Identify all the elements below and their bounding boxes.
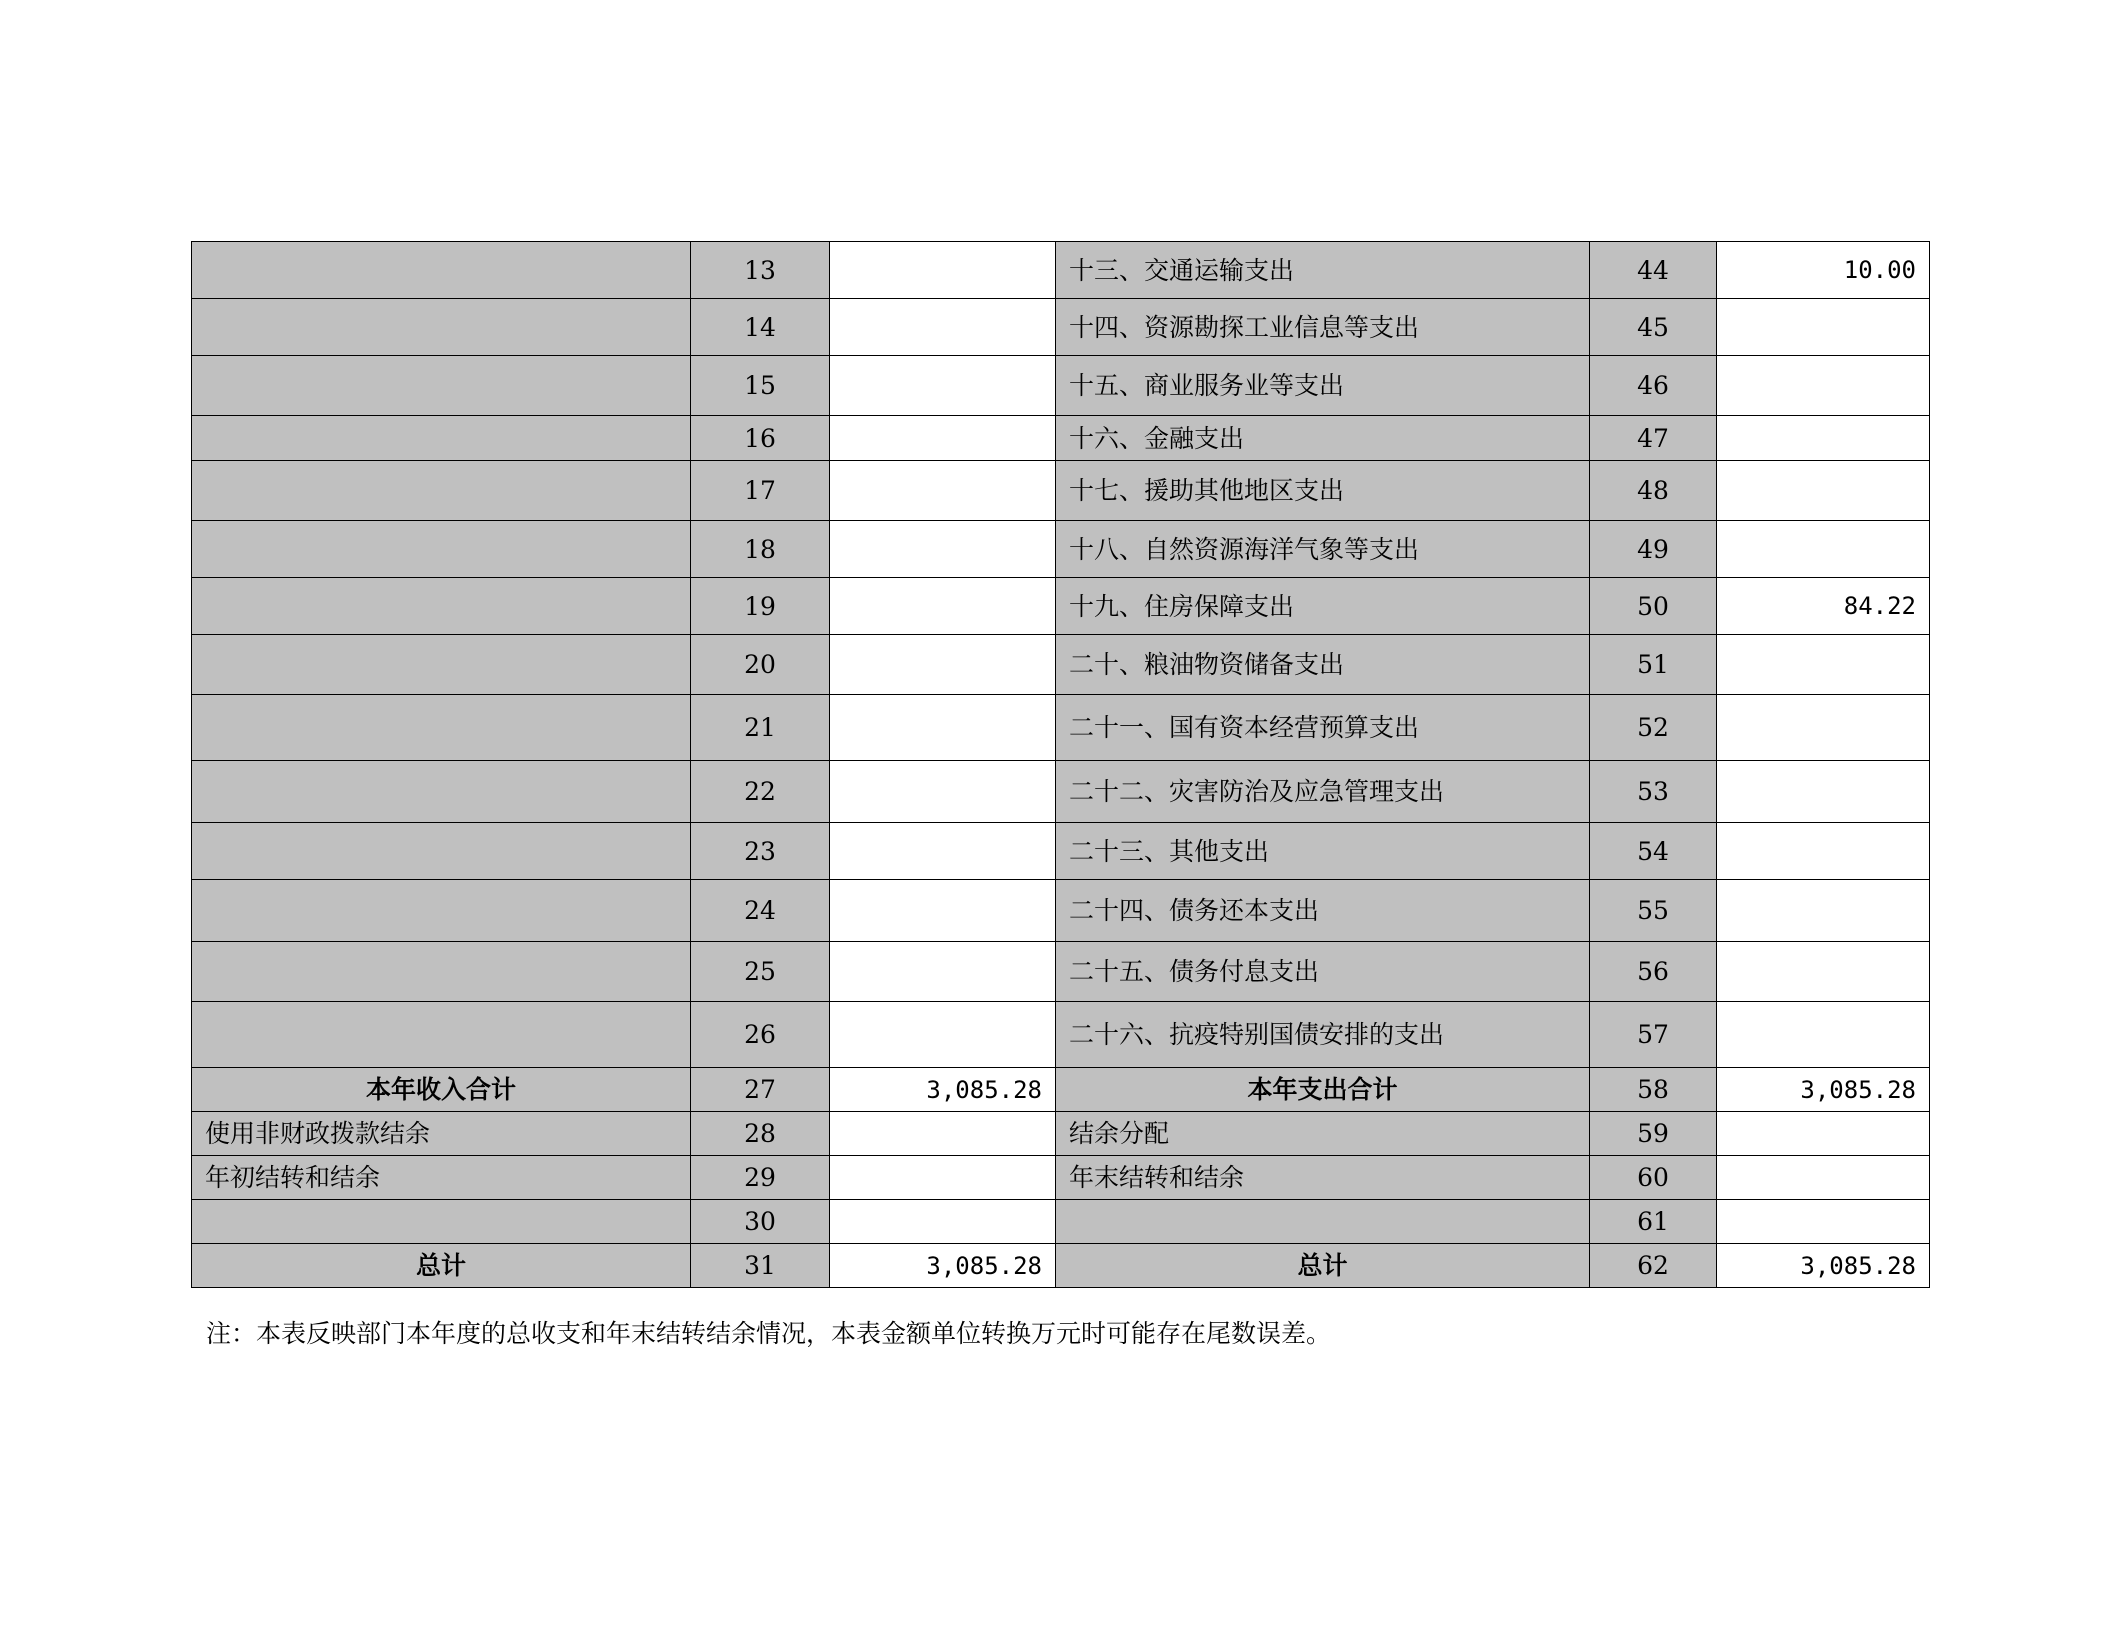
income-line-number: 17	[691, 461, 830, 521]
expense-item-label: 二十六、抗疫特别国债安排的支出	[1056, 1002, 1590, 1068]
expense-total-amount: 3,085.28	[1717, 1068, 1930, 1112]
grand-total-expense-amount: 3,085.28	[1717, 1244, 1930, 1288]
income-item-cell	[192, 823, 691, 880]
grand-total-income-label: 总计	[192, 1244, 691, 1288]
table-row	[192, 416, 1930, 461]
expense-line-number: 60	[1590, 1156, 1717, 1200]
expense-item-label: 十六、金融支出	[1056, 416, 1590, 461]
income-item-cell	[192, 695, 691, 761]
expense-line-number: 56	[1590, 942, 1717, 1002]
income-line-number: 13	[691, 242, 830, 299]
income-amount	[830, 880, 1056, 942]
expense-total-line-number: 58	[1590, 1068, 1717, 1112]
table-row	[192, 942, 1930, 1002]
expense-line-number: 45	[1590, 299, 1717, 356]
expense-amount	[1717, 635, 1930, 695]
expense-item-label: 十三、交通运输支出	[1056, 242, 1590, 299]
expense-amount: 10.00	[1717, 242, 1930, 299]
income-amount	[830, 1002, 1056, 1068]
table-row	[192, 356, 1930, 416]
income-item-cell	[192, 761, 691, 823]
expense-line-number: 51	[1590, 635, 1717, 695]
income-amount	[830, 521, 1056, 578]
expense-item-label: 二十四、债务还本支出	[1056, 880, 1590, 942]
footnote: 注：本表反映部门本年度的总收支和年末结转结余情况，本表金额单位转换万元时可能存在尾数误差。	[206, 1319, 1332, 1348]
income-line-number: 26	[691, 1002, 830, 1068]
expense-item-label: 二十五、债务付息支出	[1056, 942, 1590, 1002]
table-row	[192, 1200, 1930, 1244]
expense-amount	[1717, 1112, 1930, 1156]
income-amount	[830, 242, 1056, 299]
expense-item-label: 十四、资源勘探工业信息等支出	[1056, 299, 1590, 356]
expense-amount	[1717, 823, 1930, 880]
expense-line-number: 47	[1590, 416, 1717, 461]
expense-amount	[1717, 1200, 1930, 1244]
income-item-cell	[192, 578, 691, 635]
expense-item-label: 十九、住房保障支出	[1056, 578, 1590, 635]
income-amount	[830, 1112, 1056, 1156]
table-row	[192, 1068, 1930, 1112]
income-item-cell	[192, 635, 691, 695]
expense-item-label: 二十二、灾害防治及应急管理支出	[1056, 761, 1590, 823]
table-row	[192, 1112, 1930, 1156]
grand-total-expense-line-number: 62	[1590, 1244, 1717, 1288]
income-line-number: 24	[691, 880, 830, 942]
income-amount	[830, 761, 1056, 823]
expense-amount	[1717, 461, 1930, 521]
income-item-cell	[192, 942, 691, 1002]
grand-total-expense-label: 总计	[1056, 1244, 1590, 1288]
income-item-cell	[192, 880, 691, 942]
income-item-label: 使用非财政拨款结余	[192, 1112, 691, 1156]
expense-amount	[1717, 1002, 1930, 1068]
expense-line-number: 57	[1590, 1002, 1717, 1068]
income-amount	[830, 1200, 1056, 1244]
expense-line-number: 59	[1590, 1112, 1717, 1156]
expense-line-number: 55	[1590, 880, 1717, 942]
income-line-number: 23	[691, 823, 830, 880]
expense-item-label	[1056, 1200, 1590, 1244]
grand-total-income-amount: 3,085.28	[830, 1244, 1056, 1288]
income-line-number: 22	[691, 761, 830, 823]
table-row	[192, 695, 1930, 761]
table-row	[192, 635, 1930, 695]
income-item-cell	[192, 1002, 691, 1068]
table-row	[192, 521, 1930, 578]
income-line-number: 29	[691, 1156, 830, 1200]
income-amount	[830, 416, 1056, 461]
table-row	[192, 823, 1930, 880]
table-row	[192, 461, 1930, 521]
expense-amount: 84.22	[1717, 578, 1930, 635]
expense-item-label: 十五、商业服务业等支出	[1056, 356, 1590, 416]
income-item-cell	[192, 521, 691, 578]
table-row	[192, 299, 1930, 356]
income-line-number: 16	[691, 416, 830, 461]
table-row	[192, 880, 1930, 942]
expense-item-label: 结余分配	[1056, 1112, 1590, 1156]
expense-item-label: 二十三、其他支出	[1056, 823, 1590, 880]
expense-item-label: 十七、援助其他地区支出	[1056, 461, 1590, 521]
expense-line-number: 46	[1590, 356, 1717, 416]
income-amount	[830, 578, 1056, 635]
expense-line-number: 49	[1590, 521, 1717, 578]
income-line-number: 20	[691, 635, 830, 695]
income-line-number: 28	[691, 1112, 830, 1156]
expense-amount	[1717, 942, 1930, 1002]
income-item-cell	[192, 242, 691, 299]
expense-item-label: 年末结转和结余	[1056, 1156, 1590, 1200]
income-amount	[830, 299, 1056, 356]
income-amount	[830, 823, 1056, 880]
expense-amount	[1717, 880, 1930, 942]
expense-line-number: 53	[1590, 761, 1717, 823]
income-item-label	[192, 1200, 691, 1244]
expense-line-number: 50	[1590, 578, 1717, 635]
expense-amount	[1717, 695, 1930, 761]
income-line-number: 30	[691, 1200, 830, 1244]
income-item-cell	[192, 356, 691, 416]
expense-line-number: 54	[1590, 823, 1717, 880]
expense-amount	[1717, 521, 1930, 578]
income-item-cell	[192, 299, 691, 356]
table-row	[192, 1002, 1930, 1068]
expense-item-label: 二十一、国有资本经营预算支出	[1056, 695, 1590, 761]
expense-amount	[1717, 299, 1930, 356]
grand-total-income-line-number: 31	[691, 1244, 830, 1288]
income-total-line-number: 27	[691, 1068, 830, 1112]
table-row	[192, 242, 1930, 299]
expense-line-number: 61	[1590, 1200, 1717, 1244]
expense-amount	[1717, 416, 1930, 461]
expense-line-number: 48	[1590, 461, 1717, 521]
income-line-number: 25	[691, 942, 830, 1002]
income-line-number: 14	[691, 299, 830, 356]
income-item-cell	[192, 461, 691, 521]
table-row	[192, 1156, 1930, 1200]
income-amount	[830, 695, 1056, 761]
income-line-number: 21	[691, 695, 830, 761]
table-row	[192, 1244, 1930, 1288]
expense-amount	[1717, 356, 1930, 416]
budget-summary-table	[191, 241, 1930, 1288]
income-line-number: 19	[691, 578, 830, 635]
income-amount	[830, 942, 1056, 1002]
expense-amount	[1717, 1156, 1930, 1200]
expense-item-label: 二十、粮油物资储备支出	[1056, 635, 1590, 695]
table-row	[192, 761, 1930, 823]
income-total-label: 本年收入合计	[192, 1068, 691, 1112]
expense-amount	[1717, 761, 1930, 823]
expense-line-number: 52	[1590, 695, 1717, 761]
table-row	[192, 578, 1930, 635]
income-line-number: 18	[691, 521, 830, 578]
expense-line-number: 44	[1590, 242, 1717, 299]
table-body	[192, 242, 1930, 1288]
expense-item-label: 十八、自然资源海洋气象等支出	[1056, 521, 1590, 578]
income-amount	[830, 461, 1056, 521]
income-amount	[830, 1156, 1056, 1200]
income-item-label: 年初结转和结余	[192, 1156, 691, 1200]
income-item-cell	[192, 416, 691, 461]
income-amount	[830, 635, 1056, 695]
expense-total-label: 本年支出合计	[1056, 1068, 1590, 1112]
income-line-number: 15	[691, 356, 830, 416]
income-amount	[830, 356, 1056, 416]
income-total-amount: 3,085.28	[830, 1068, 1056, 1112]
